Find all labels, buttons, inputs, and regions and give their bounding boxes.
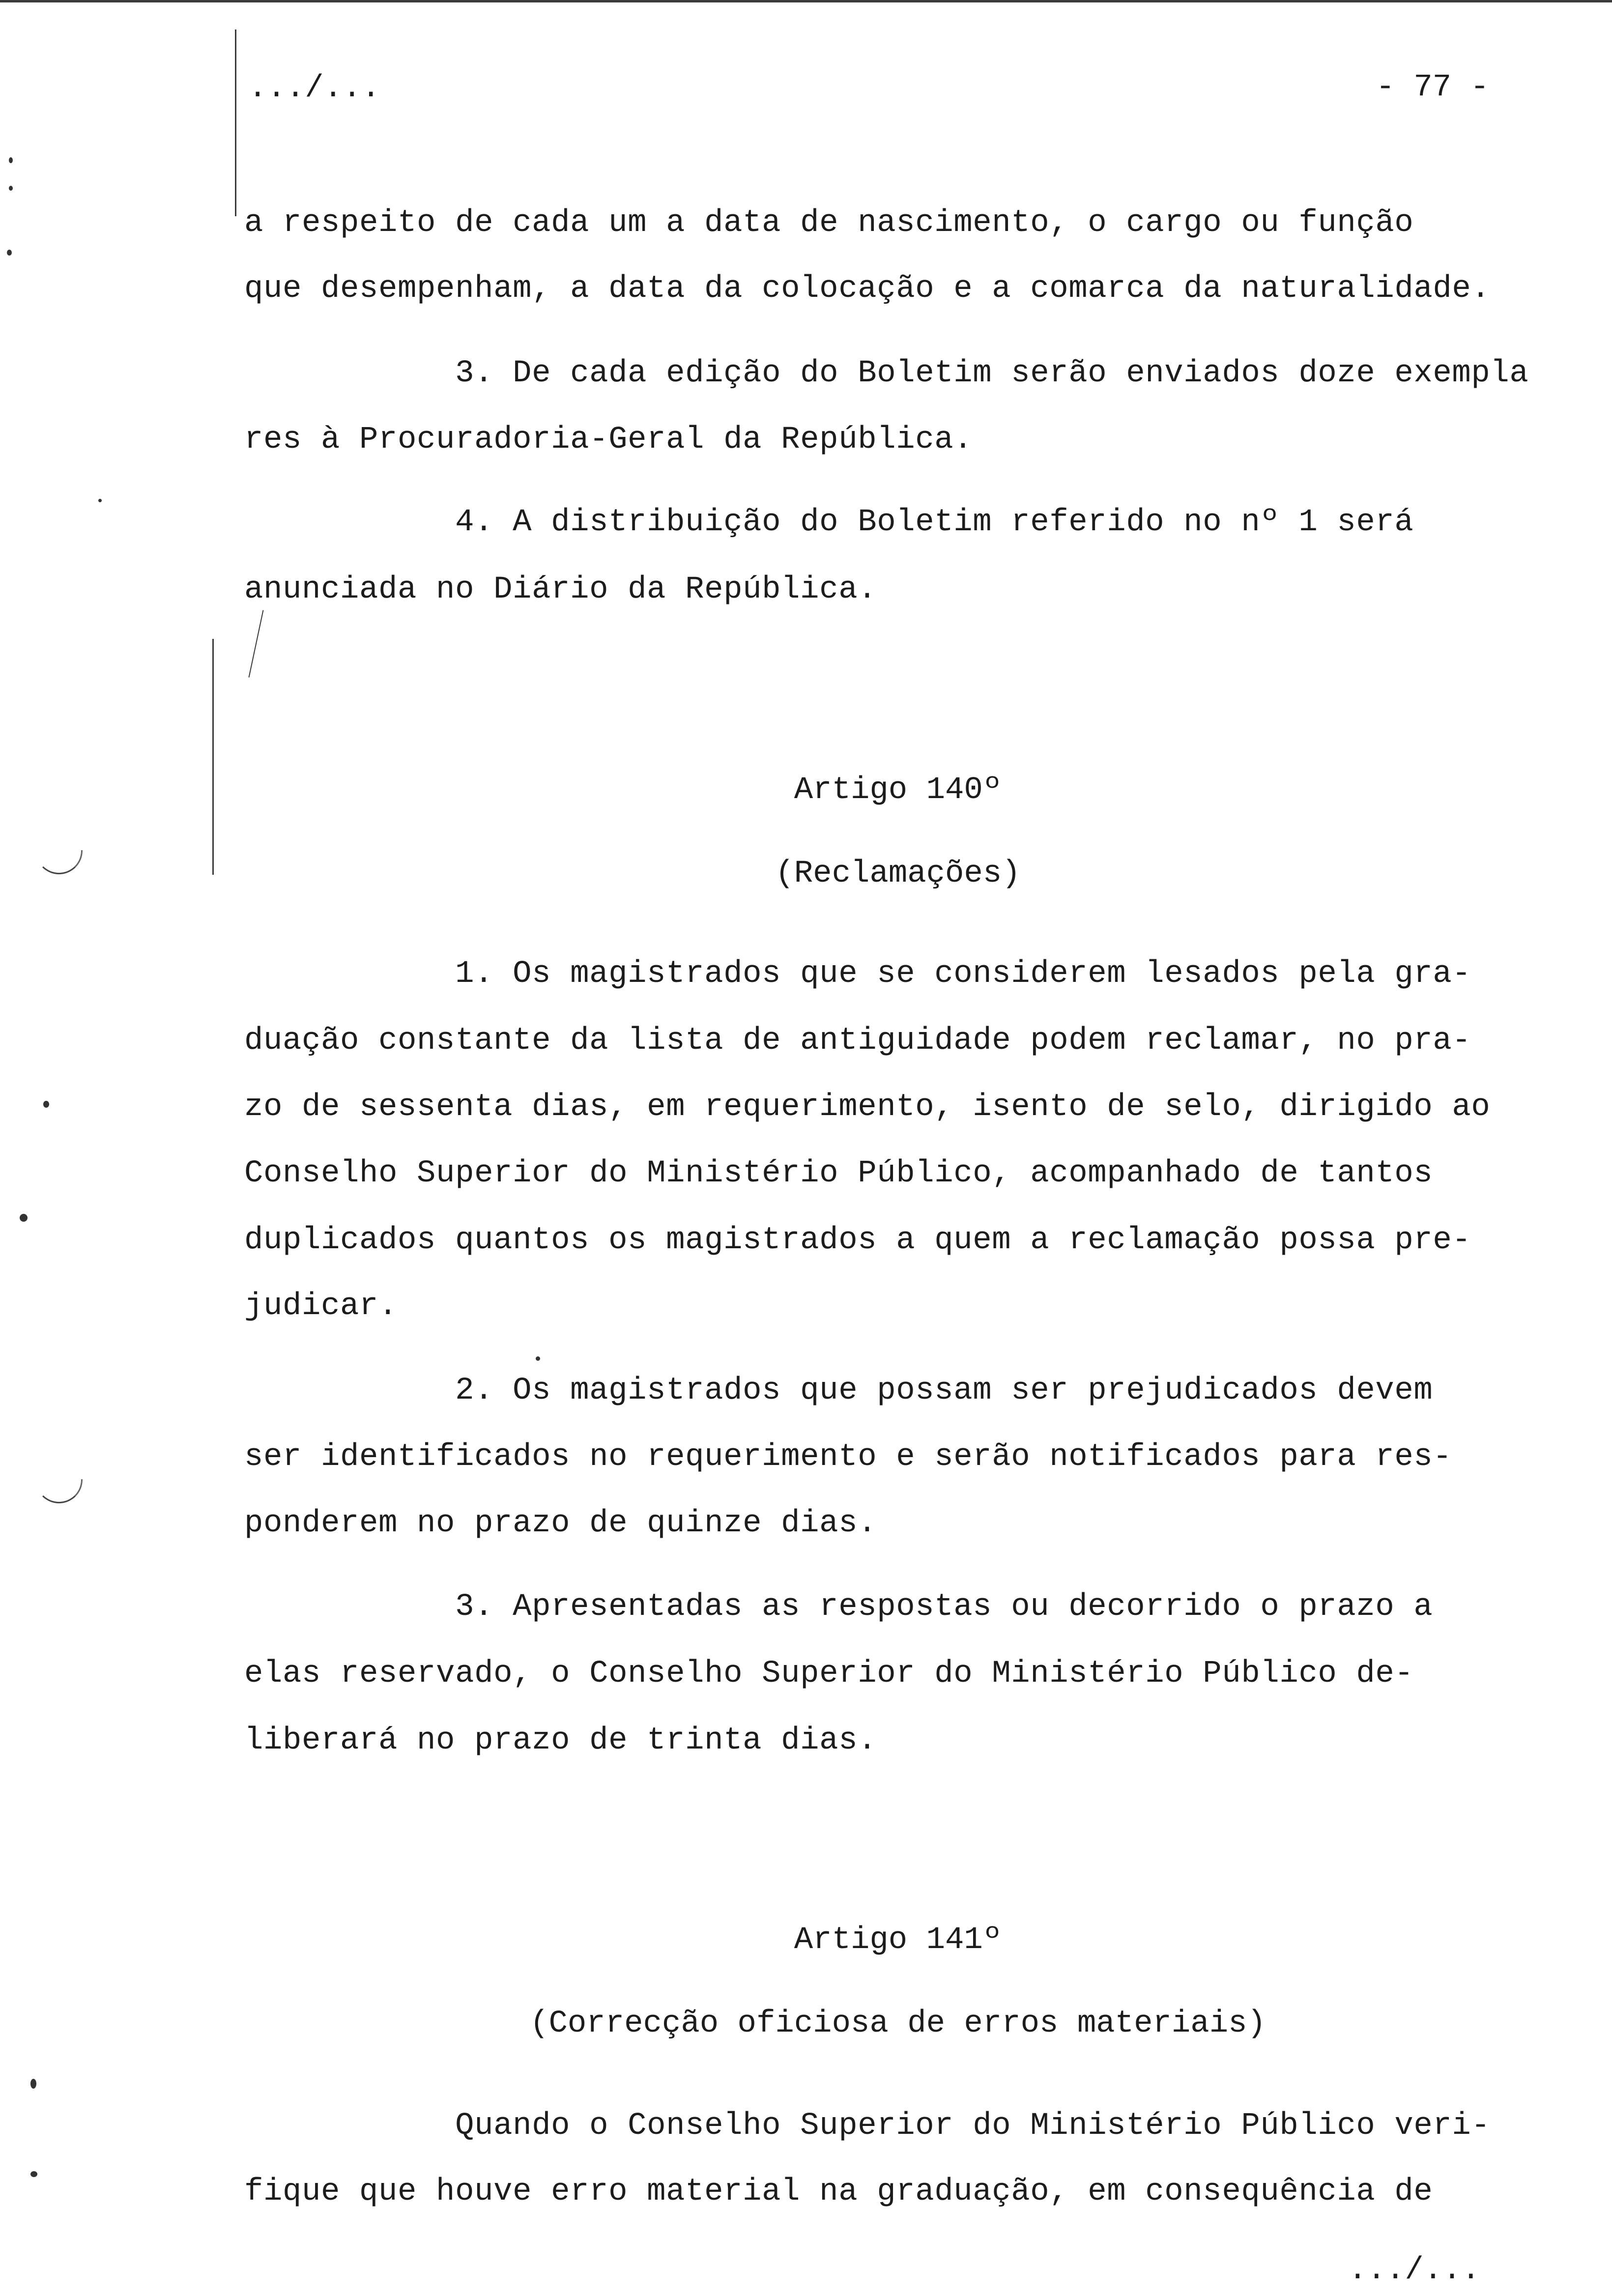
body-line: 4. A distribuição do Boletim referido no nº 1 será [244, 505, 1414, 540]
article-140-line: 1. Os magistrados que se considerem lesados pela gra- [244, 956, 1471, 992]
body-line: 3. De cada edição do Boletim serão enviados doze exempla [244, 356, 1529, 391]
article-141-title: Artigo 141º [794, 1923, 1002, 1958]
binder-hole-mark-lower [35, 1479, 83, 1503]
article-141-line: fique que houve erro material na graduação, em consequência de [244, 2174, 1433, 2210]
article-140-line: Conselho Superior do Ministério Público, acompanhado de tantos [244, 1156, 1433, 1191]
top-border-rule [0, 0, 1612, 2]
article-141-subtitle: (Correcção oficiosa de erros materiais) [530, 2006, 1266, 2041]
margin-line-upper [235, 29, 236, 216]
scan-speck [98, 499, 102, 502]
article-140-line: judicar. [244, 1289, 398, 1324]
scan-speck [30, 2079, 36, 2089]
scan-speck [30, 2171, 37, 2177]
continuation-mark-bottom: .../... [1348, 2253, 1480, 2288]
article-140-title: Artigo 140º [794, 773, 1002, 808]
body-line: que desempenham, a data da colocação e a comarca da naturalidade. [244, 271, 1491, 307]
body-line: res à Procuradoria-Geral da República. [244, 422, 973, 458]
article-140-line: duplicados quantos os magistrados a quem a reclamação possa pre- [244, 1223, 1471, 1258]
scan-speck [20, 1214, 28, 1222]
margin-line-stroke [248, 610, 263, 677]
article-141-line: Quando o Conselho Superior do Ministério Público veri- [244, 2108, 1491, 2144]
scan-speck [7, 250, 12, 256]
article-140-line: liberará no prazo de trinta dias. [244, 1723, 877, 1758]
article-140-line: zo de sessenta dias, em requerimento, isento de selo, dirigido ao [244, 1090, 1491, 1125]
article-140-line: 2. Os magistrados que possam ser prejudicados devem [244, 1373, 1433, 1408]
scan-speck [43, 1101, 49, 1108]
article-140-line: elas reservado, o Conselho Superior do Ministério Público de- [244, 1656, 1414, 1692]
article-140-line: 3. Apresentadas as respostas ou decorrido o prazo a [244, 1589, 1433, 1625]
body-line: a respeito de cada um a data de nascimento, o cargo ou função [244, 205, 1414, 241]
binder-hole-mark-upper [35, 850, 83, 874]
scan-speck [9, 157, 13, 163]
scan-speck [536, 1356, 540, 1361]
article-140-subtitle: (Reclamações) [775, 856, 1021, 891]
margin-line-lower [212, 639, 214, 875]
article-140-line: duação constante da lista de antiguidade podem reclamar, no pra- [244, 1023, 1471, 1059]
body-line: anunciada no Diário da República. [244, 572, 877, 607]
continuation-mark-top: .../... [248, 71, 380, 106]
article-140-line: ponderem no prazo de quinze dias. [244, 1506, 877, 1541]
scan-speck [9, 186, 13, 191]
page-number: - 77 - [1376, 70, 1489, 105]
article-140-line: ser identificados no requerimento e serão notificados para res- [244, 1439, 1452, 1475]
